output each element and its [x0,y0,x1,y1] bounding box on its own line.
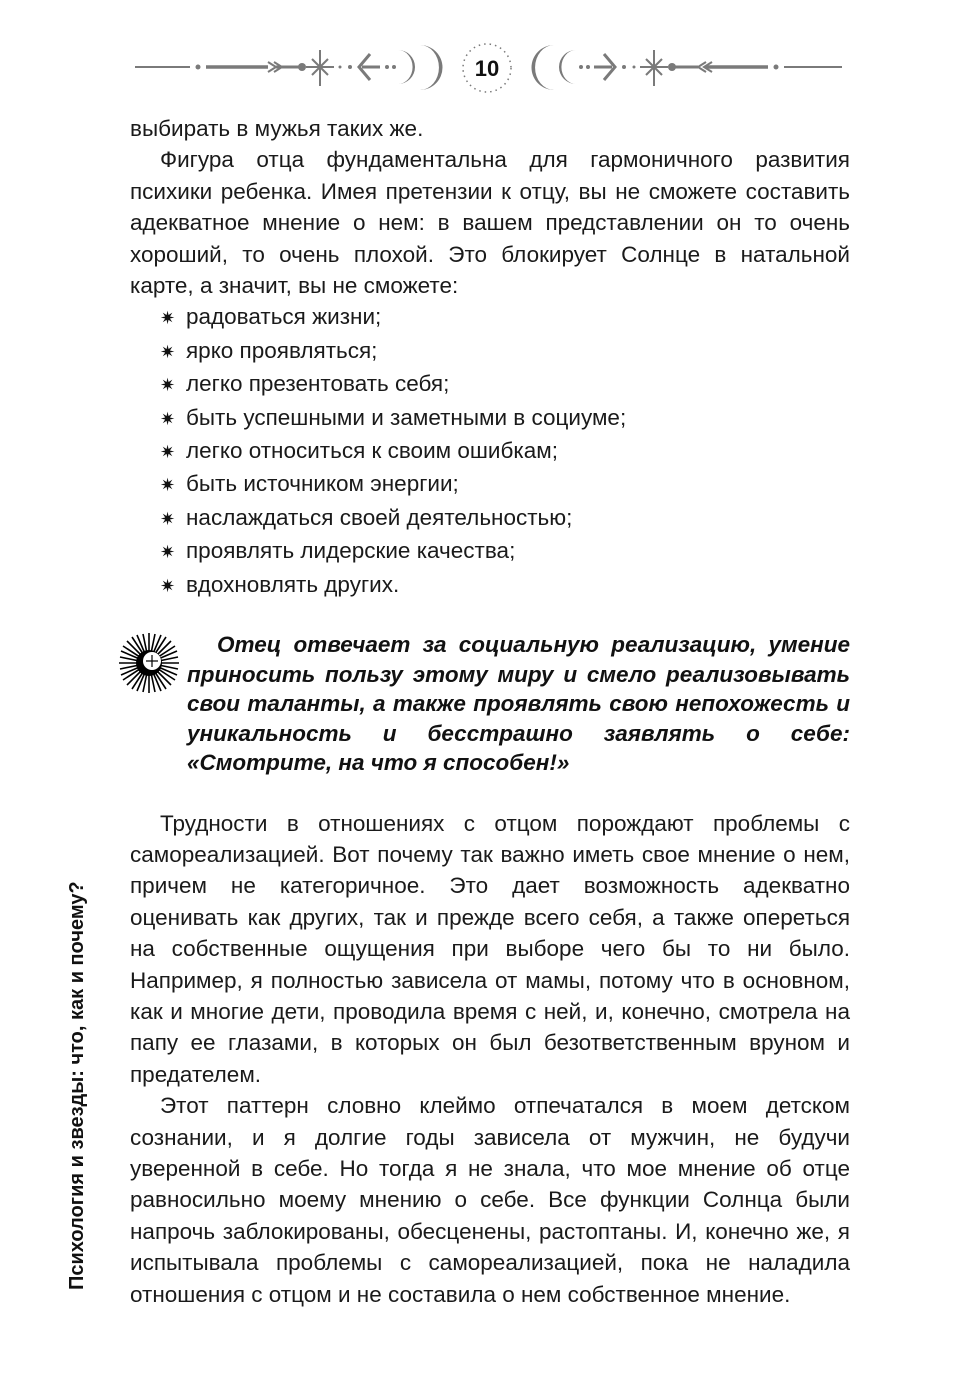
paragraph: Этот паттерн словно клеймо отпечатался в моем детском сознании, и я долгие годы зависела от мужчин, не будучи уверенной в себе. Но тогда я не знала, что мое мнение об отце равносильно моему мнению о себе. Все функции Солнца были напрочь заблокированы, обесценены, растоптаны. И, конечно же, я испытывала проблемы с самореализацией, пока не наладила отношения с отцом и не составила о нем собственное мнение. [130,1093,850,1307]
list-item: ✷ ярко проявляться; [160,335,850,368]
list-item: ✷ легко относиться к своим ошибкам; [160,435,850,468]
sun-icon [118,632,180,694]
page-header [130,40,845,100]
callout-block [130,630,850,778]
page-body [130,113,850,1310]
paragraph: Фигура отца фундаментальна для гармоничного развития психики ребенка. Имея претензии к отцу, вы не сможете составить адекватное мнение о нем: в вашем представлении он то очень хороший, то очень плохой. Это блокирует Солнце в натальной карте, а значит, вы не сможете: [130,147,850,299]
paragraph: выбирать в мужья таких же. [130,116,424,141]
running-title: Психология и звезды: что, как и почему? [66,881,88,1290]
star-bullet-icon: ✷ [160,375,176,396]
star-bullet-icon: ✷ [160,575,176,596]
list-item: ✷ наслаждаться своей деятельностью; [160,502,850,535]
page-number: 10 [474,56,500,81]
list-item: ✷ легко презентовать себя; [160,368,850,401]
star-bullet-icon: ✷ [160,341,176,362]
list-item: ✷ быть успешными и заметными в социуме; [160,402,850,435]
star-bullet-icon: ✷ [160,542,176,563]
star-bullet-icon: ✷ [160,442,176,463]
paragraph: Трудности в отношениях с отцом порождают проблемы с самореализацией. Вот почему так важно иметь свое мнение о нем, причем не категоричное. Это дает возможность адекватно оценивать как других, так и прежде всего себя, а также опереться на собственные ощущения при выборе чего бы то ни было. Например, я полностью зависела от мамы, потому что в основном, как и многие дети, проводила время с ней, и, конечно, смотрела на папу ее глазами, в которых он был безответственным вруном и предателем. [130,810,850,1087]
list-item: ✷ вдохновлять других. [160,569,850,602]
list-item: ✷ проявлять лидерские качества; [160,535,850,568]
list-item: ✷ быть источником энергии; [160,468,850,501]
star-bullet-icon: ✷ [160,475,176,496]
star-bullet-icon: ✷ [160,408,176,429]
list-item: ✷ радоваться жизни; [160,301,850,334]
callout-text: Отец отвечает за социальную реализацию, умение приносить пользу этому миру и смело реализовывать свои таланты, а также проявлять свою непохожесть и уникальность и бесстрашно заявлять о себе: «Смотрите, на что я способен!» [187,632,850,776]
star-bullet-icon: ✷ [160,508,176,529]
bullet-list [130,301,850,602]
star-bullet-icon: ✷ [160,308,176,329]
